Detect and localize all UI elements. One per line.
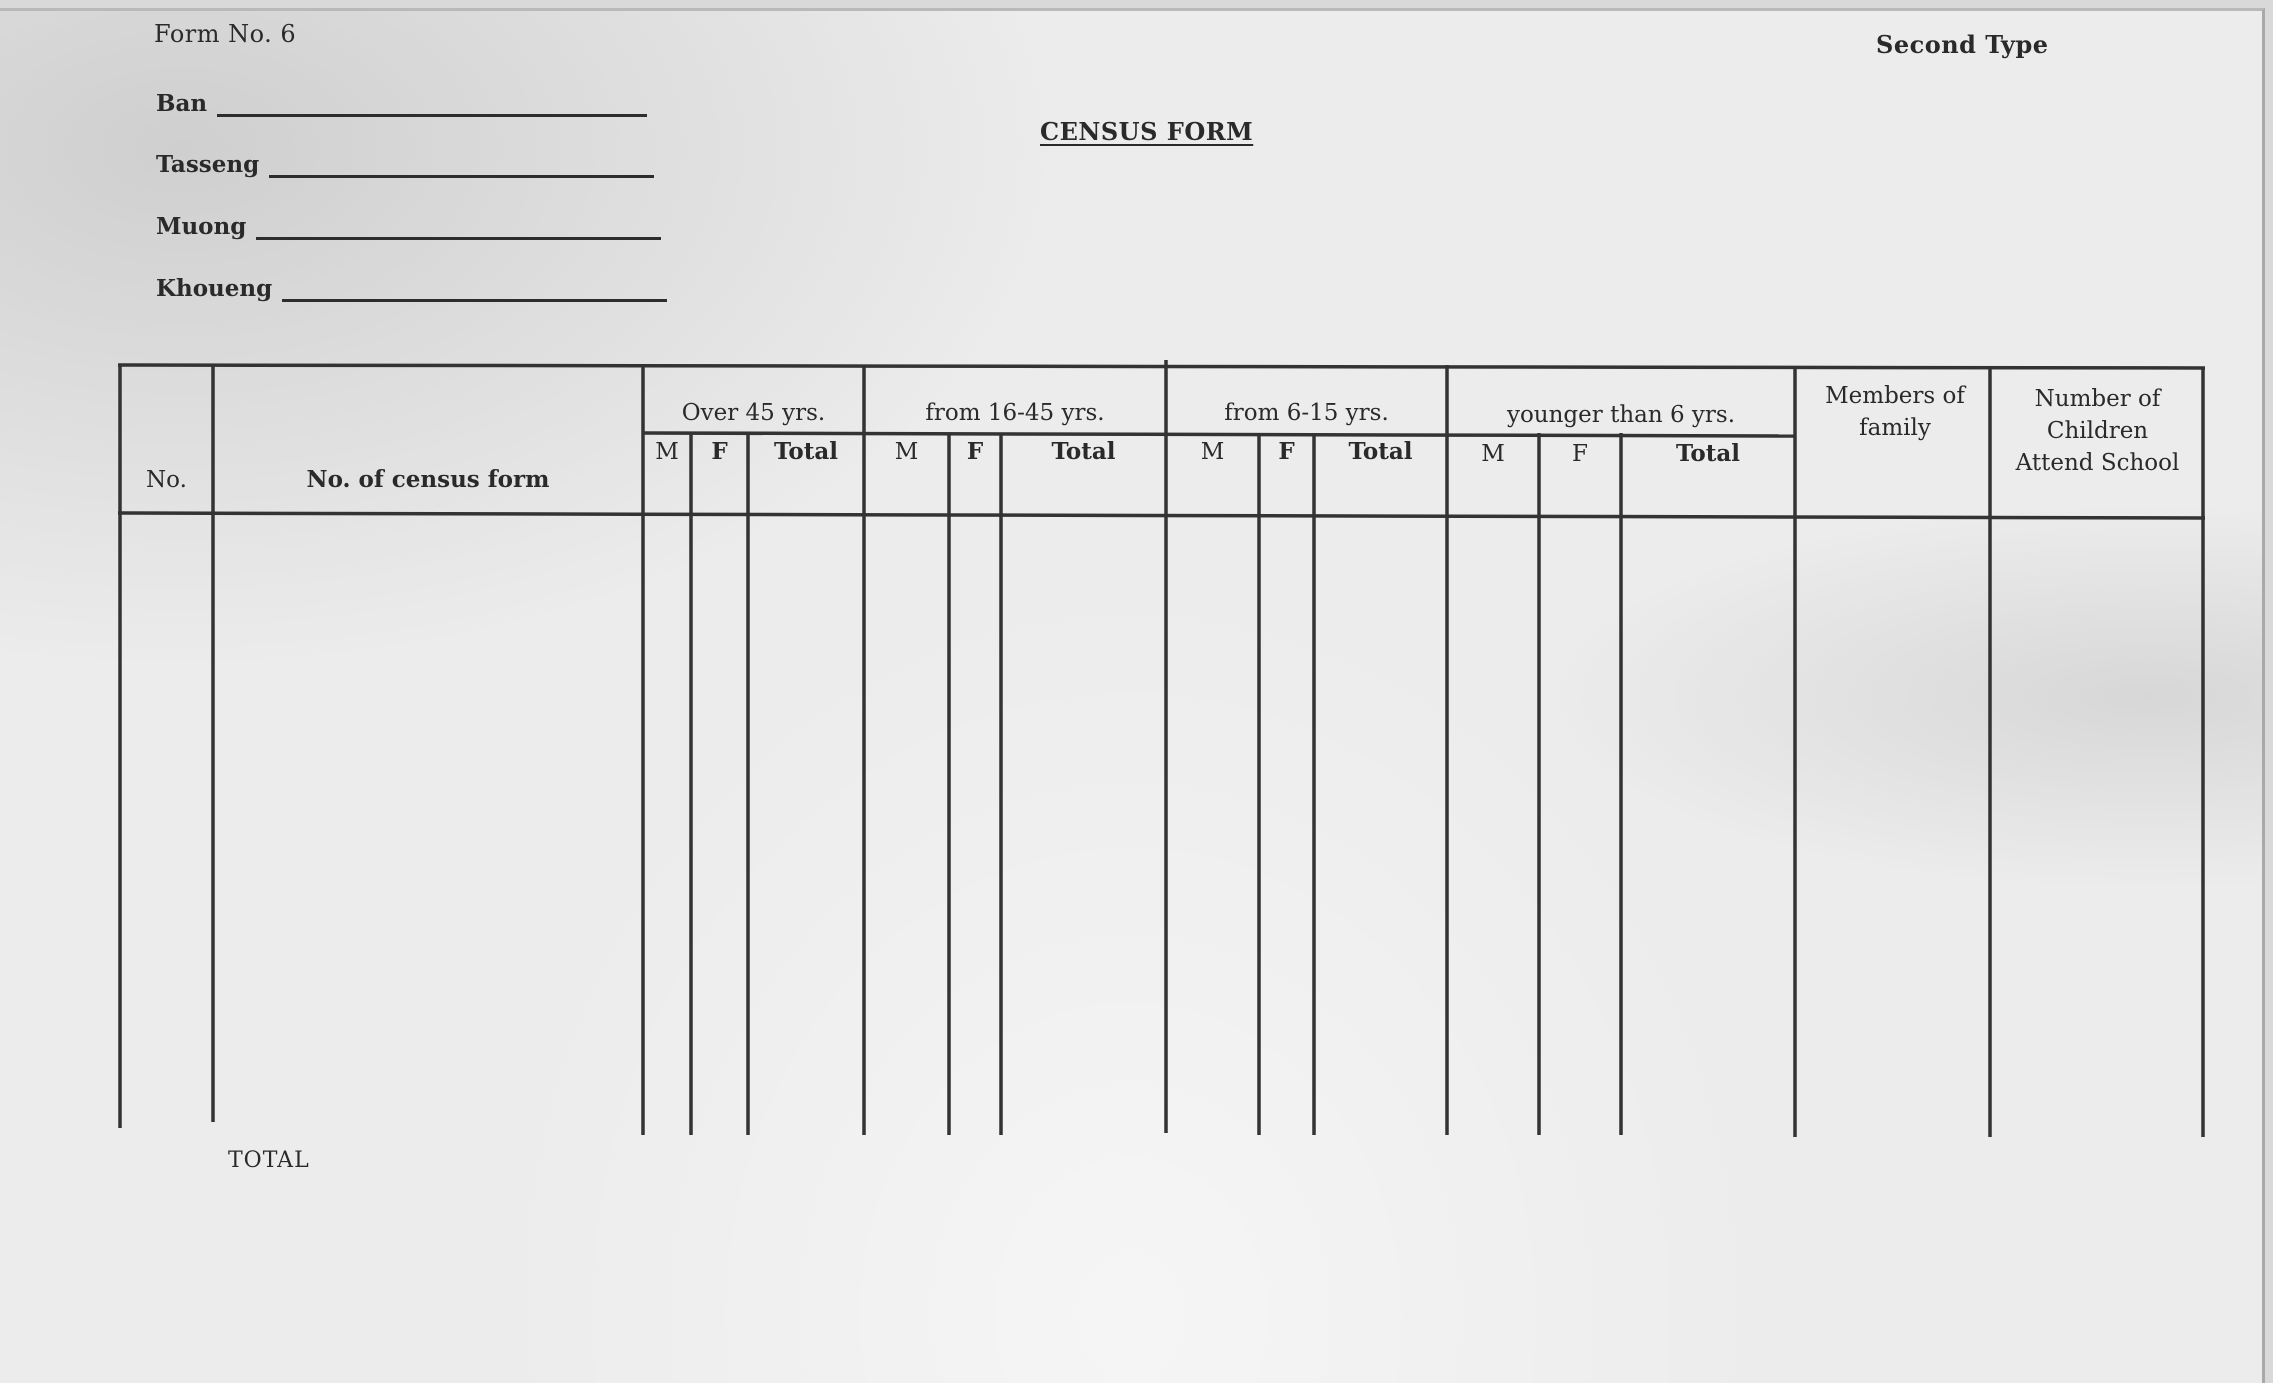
subheader-f: F	[966, 438, 984, 465]
form-type: Second Type	[1876, 30, 2049, 59]
subheader-m: M	[1481, 441, 1505, 467]
subheader-m: M	[655, 439, 679, 465]
subheader-total: Total	[773, 438, 839, 465]
field-muong-label: Muong	[156, 213, 247, 240]
col-header-children-attend-school: Number of Children Attend School	[2015, 386, 2180, 476]
field-ban-label: Ban	[156, 90, 208, 117]
group-header-under-6: younger than 6 yrs.	[1506, 402, 1736, 428]
subheader-f: F	[1572, 441, 1588, 467]
field-khoueng-label: Khoueng	[156, 275, 273, 302]
page-title: CENSUS FORM	[1040, 117, 1254, 146]
subheader-f: F	[1278, 438, 1295, 465]
subheader-total: Total	[1348, 438, 1413, 465]
subheader-total: Total	[1051, 438, 1116, 465]
form-number: Form No. 6	[154, 20, 297, 48]
col-header-no: No.	[146, 467, 187, 493]
group-header-6-15: from 6-15 yrs.	[1224, 400, 1389, 426]
subheader-m: M	[1200, 439, 1225, 465]
col-header-census-form: No. of census form	[306, 466, 550, 493]
table-top-border	[118, 365, 2205, 368]
total-row-label: TOTAL	[228, 1148, 310, 1173]
col-header-members-of-family: Members of family	[1825, 383, 1965, 441]
group-header-16-45: from 16-45 yrs.	[925, 400, 1105, 426]
header-bottom-border	[118, 513, 2205, 518]
subheader-m: M	[894, 439, 919, 465]
group-header-over-45: Over 45 yrs.	[681, 400, 826, 426]
field-tasseng-label: Tasseng	[156, 151, 260, 178]
subheader-f: F	[711, 438, 728, 465]
subheader-total: Total	[1675, 440, 1741, 467]
